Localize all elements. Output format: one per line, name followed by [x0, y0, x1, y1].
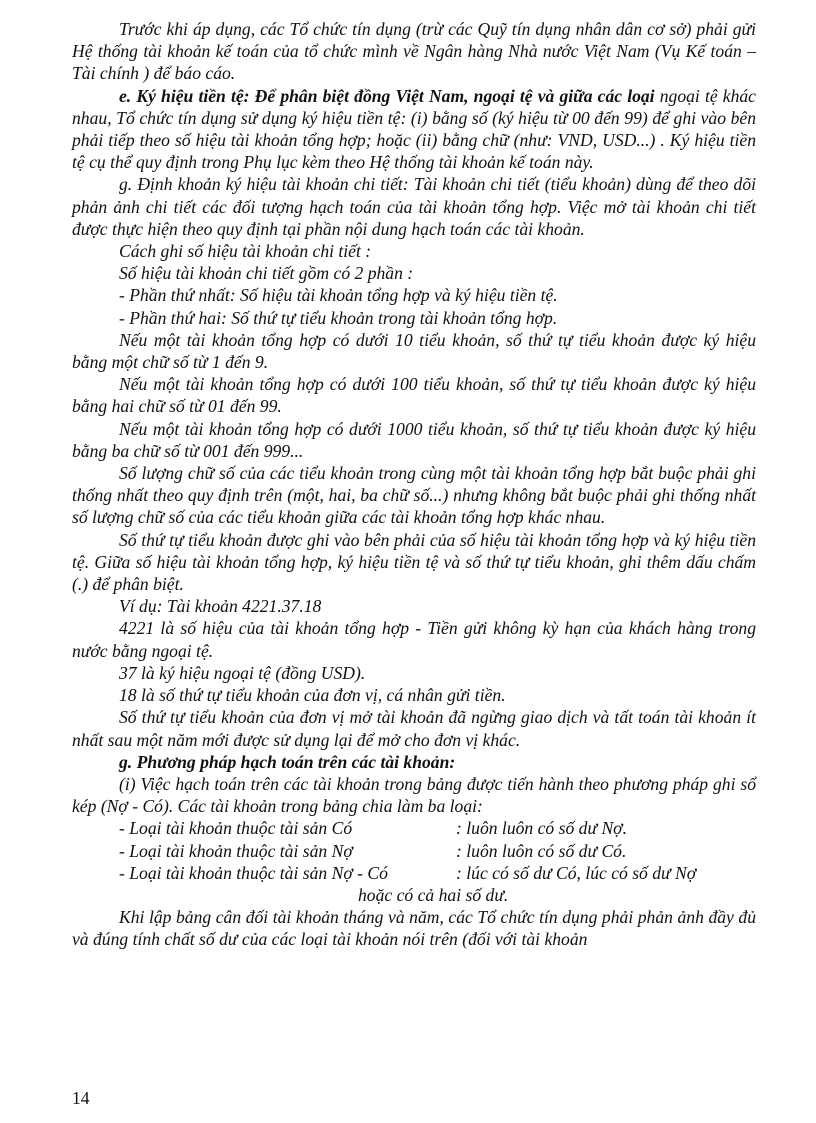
- paragraph: Nếu một tài khoản tổng hợp có dưới 100 tiểu khoản, số thứ tự tiểu khoản được ký hiệu bằng hai chữ số từ 01 đến 99.: [72, 374, 756, 417]
- document-page: [72, 18, 756, 951]
- account-type-row: [72, 862, 756, 884]
- section-heading: e. Ký hiệu tiền tệ: Để phân biệt đồng Việt Nam, ngoại tệ và giữa các loại: [119, 85, 655, 106]
- account-type-desc: : luôn luôn có số dư Nợ.: [456, 818, 627, 839]
- account-type-row: [72, 840, 756, 862]
- account-type-desc: : lúc có số dư Có, lúc có số dư Nợ: [456, 862, 697, 883]
- paragraph: 4221 là số hiệu của tài khoản tổng hợp - Tiền gửi không kỳ hạn của khách hàng trong nước bằng ngoại tệ.: [72, 618, 756, 661]
- paragraph: 18 là số thứ tự tiểu khoản của đơn vị, cá nhân gửi tiền.: [119, 685, 506, 706]
- account-type-label: - Loại tài khoản thuộc tài sản Nợ: [119, 840, 353, 861]
- list-item: - Phần thứ hai: Số thứ tự tiểu khoản trong tài khoản tổng hợp.: [119, 307, 558, 328]
- paragraph: Khi lập bảng cân đối tài khoản tháng và năm, các Tổ chức tín dụng phải phản ảnh đầy đủ và đúng tính chất số dư của các loại tài khoản nói trên (đối với tài khoản: [72, 907, 756, 950]
- paragraph: Số lượng chữ số của các tiểu khoản trong cùng một tài khoản tổng hợp bắt buộc phải ghi thống nhất theo quy định trên (một, hai, ba chữ số...) nhưng không bắt buộc phải ghi thống nhất số lượng chữ số của các tiểu khoản giữa các tài khoản tổng hợp khác nhau.: [72, 463, 756, 528]
- section-heading: g. Phương pháp hạch toán trên các tài khoản:: [119, 751, 456, 772]
- page-number: 14: [72, 1088, 90, 1108]
- paragraph: (i) Việc hạch toán trên các tài khoản trong bảng được tiến hành theo phương pháp ghi sổ kép (Nợ - Có). Các tài khoản trong bảng chia làm ba loại:: [72, 773, 756, 817]
- paragraph: Trước khi áp dụng, các Tổ chức tín dụng (trừ các Quỹ tín dụng nhân dân cơ sở) phải gửi Hệ thống tài khoản kế toán của tổ chức mình về Ngân hàng Nhà nước Việt Nam (Vụ Kế toán – Tài chính ) để báo cáo.: [72, 19, 756, 84]
- account-type-label: - Loại tài khoản thuộc tài sản Nợ - Có: [119, 862, 388, 883]
- account-type-desc: : luôn luôn có số dư Có.: [456, 840, 627, 861]
- paragraph: g. Định khoản ký hiệu tài khoản chi tiết: Tài khoản chi tiết (tiểu khoản) dùng để theo dõi phản ảnh chi tiết các đối tượng hạch toán của tài khoản tổng hợp. Việc mở tài khoản chi tiết được thực hiện theo quy định tại phần nội dung hạch toán các tài khoản.: [72, 174, 756, 239]
- paragraph: Số thứ tự tiểu khoản được ghi vào bên phải của số hiệu tài khoản tổng hợp và ký hiệu tiền tệ. Giữa số hiệu tài khoản tổng hợp, ký hiệu tiền tệ và số thứ tự tiểu khoản, ghi thêm dấu chấm (.) để phân biệt.: [72, 529, 756, 595]
- paragraph: Nếu một tài khoản tổng hợp có dưới 10 tiểu khoản, số thứ tự tiểu khoản được ký hiệu bằng một chữ số từ 1 đến 9.: [72, 329, 756, 373]
- paragraph: Nếu một tài khoản tổng hợp có dưới 1000 tiểu khoản, số thứ tự tiểu khoản được ký hiệu bằng ba chữ số từ 001 đến 999...: [72, 418, 756, 461]
- example-line: Ví dụ: Tài khoản 4221.37.18: [119, 596, 322, 617]
- paragraph-body: ngoại tệ khác nhau, Tổ chức tín dụng sử dụng ký hiệu tiền tệ: (i) bằng số (ký hiệu từ 00 đến 99) để ghi vào bên phải tiếp theo số hiệu tài khoản tổng hợp; hoặc (ii) bằng chữ (như: VND, USD...) . Ký hiệu tiền tệ cụ thể quy định trong Phụ lục kèm theo Hệ thống tài khoản kế toán này.: [72, 85, 756, 173]
- paragraph: Số hiệu tài khoản chi tiết gồm có 2 phần :: [119, 263, 414, 284]
- paragraph: Cách ghi số hiệu tài khoản chi tiết :: [119, 241, 372, 262]
- account-type-continuation: hoặc có cả hai số dư.: [358, 884, 509, 905]
- paragraph: Số thứ tự tiểu khoản của đơn vị mở tài khoản đã ngừng giao dịch và tất toán tài khoản ít nhất sau một năm mới được sử dụng lại để mở cho đơn vị khác.: [72, 707, 756, 750]
- account-type-row: [72, 817, 756, 839]
- paragraph: 37 là ký hiệu ngoại tệ (đồng USD).: [119, 662, 366, 683]
- list-item: - Phần thứ nhất: Số hiệu tài khoản tổng hợp và ký hiệu tiền tệ.: [119, 285, 558, 306]
- currency-symbol-paragraph: [72, 85, 756, 174]
- account-type-label: - Loại tài khoản thuộc tài sản Có: [119, 818, 353, 839]
